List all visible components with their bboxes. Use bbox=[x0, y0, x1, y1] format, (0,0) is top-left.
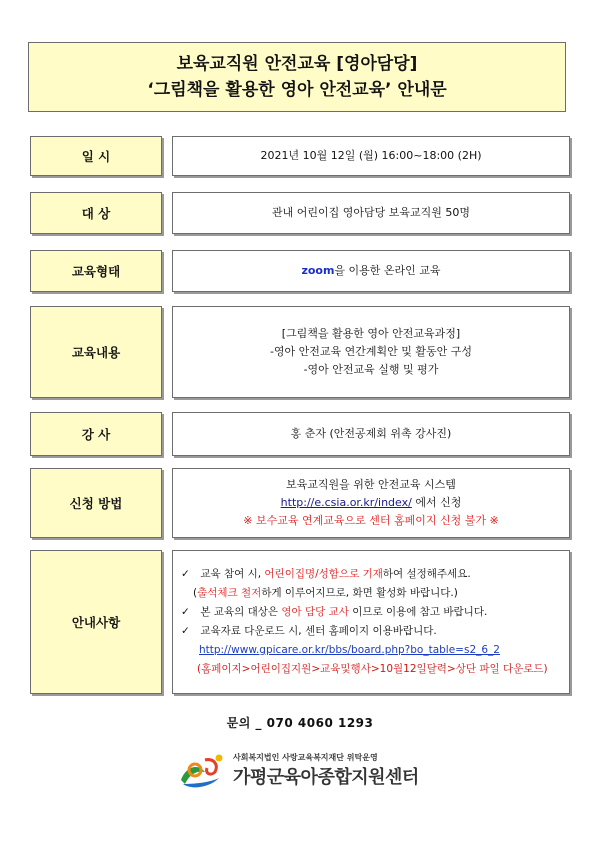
content-line-1: [그림책을 활용한 영아 안전교육과정] bbox=[281, 327, 461, 340]
note-4: ✓ 교육자료 다운로드 시, 센터 홈페이지 이용바랍니다. bbox=[181, 622, 437, 641]
check-icon: ✓ bbox=[181, 568, 190, 580]
org-name: 가평군육아종합지원센터 bbox=[233, 767, 419, 788]
label-date: 일 시 bbox=[30, 136, 162, 176]
note-3: ✓ 본 교육의 대상은 영아 담당 교사 이므로 이용에 참고 바랍니다. bbox=[181, 603, 487, 622]
row-apply bbox=[30, 468, 570, 538]
note-1: ✓ 교육 참여 시, 어린이집명/성함으로 기재하여 설정해주세요. bbox=[181, 565, 471, 584]
label-target: 대 상 bbox=[30, 192, 162, 234]
label-apply: 신청 방법 bbox=[30, 468, 162, 538]
apply-link[interactable]: http://e.csia.or.kr/index/ bbox=[280, 496, 412, 509]
content-line-3: -영아 안전교육 실행 및 평가 bbox=[303, 363, 439, 376]
zoom-text: zoom bbox=[301, 264, 335, 277]
row-notes bbox=[30, 550, 570, 694]
org-logo-icon bbox=[175, 750, 231, 790]
value-target: 관내 어린이집 영아담당 보육교직원 50명 bbox=[172, 192, 570, 234]
value-format: zoom을 이용한 온라인 교육 bbox=[172, 250, 570, 292]
notes-url-link[interactable]: http://www.gpicare.or.kr/bbs/board.php?bo_table=s2_6_2 bbox=[199, 644, 500, 656]
value-apply: 보육교직원을 위한 안전교육 시스템 http://e.csia.or.kr/index/ 에서 신청 ※ 보수교육 연계교육으로 센터 홈페이지 신청 불가 ※ bbox=[172, 468, 570, 538]
row-content bbox=[30, 306, 570, 398]
check-icon: ✓ bbox=[181, 625, 190, 637]
value-content bbox=[172, 306, 570, 398]
value-notes bbox=[172, 550, 570, 694]
label-instructor: 강 사 bbox=[30, 412, 162, 456]
contact-phone: 문의 _ 070 4060 1293 bbox=[226, 716, 374, 730]
row-instructor bbox=[30, 412, 570, 456]
apply-warning: ※ 보수교육 연계교육으로 센터 홈페이지 신청 불가 ※ bbox=[243, 514, 499, 527]
label-content: 교육내용 bbox=[30, 306, 162, 398]
label-notes: 안내사항 bbox=[30, 550, 162, 694]
note-2: (출석체크 철저하게 이루어지므로, 화면 활성화 바랍니다.) bbox=[193, 587, 458, 599]
title-line-1: 보육교직원 안전교육 [영아담당] bbox=[176, 54, 418, 74]
check-icon: ✓ bbox=[181, 606, 190, 618]
org-subtitle: 사회복지법인 사랑교육복지재단 위탁운영 bbox=[233, 753, 378, 762]
value-instructor: 홍 춘자 (안전공제회 위촉 강사진) bbox=[172, 412, 570, 456]
label-format: 교육형태 bbox=[30, 250, 162, 292]
title-line-2: ‘그림책을 활용한 영아 안전교육’ 안내문 bbox=[147, 80, 447, 100]
value-date: 2021년 10월 12일 (월) 16:00~18:00 (2H) bbox=[172, 136, 570, 176]
row-target bbox=[30, 192, 570, 234]
title-box bbox=[28, 42, 566, 112]
org-logo bbox=[175, 750, 465, 790]
content-line-2: -영아 안전교육 연간계획안 및 활동안 구성 bbox=[269, 345, 473, 358]
row-format bbox=[30, 250, 570, 292]
notes-path: (홈페이지>어린이집지원>교육및행사>10월12일달력>상단 파일 다운로드) bbox=[197, 663, 548, 675]
row-date bbox=[30, 136, 570, 176]
